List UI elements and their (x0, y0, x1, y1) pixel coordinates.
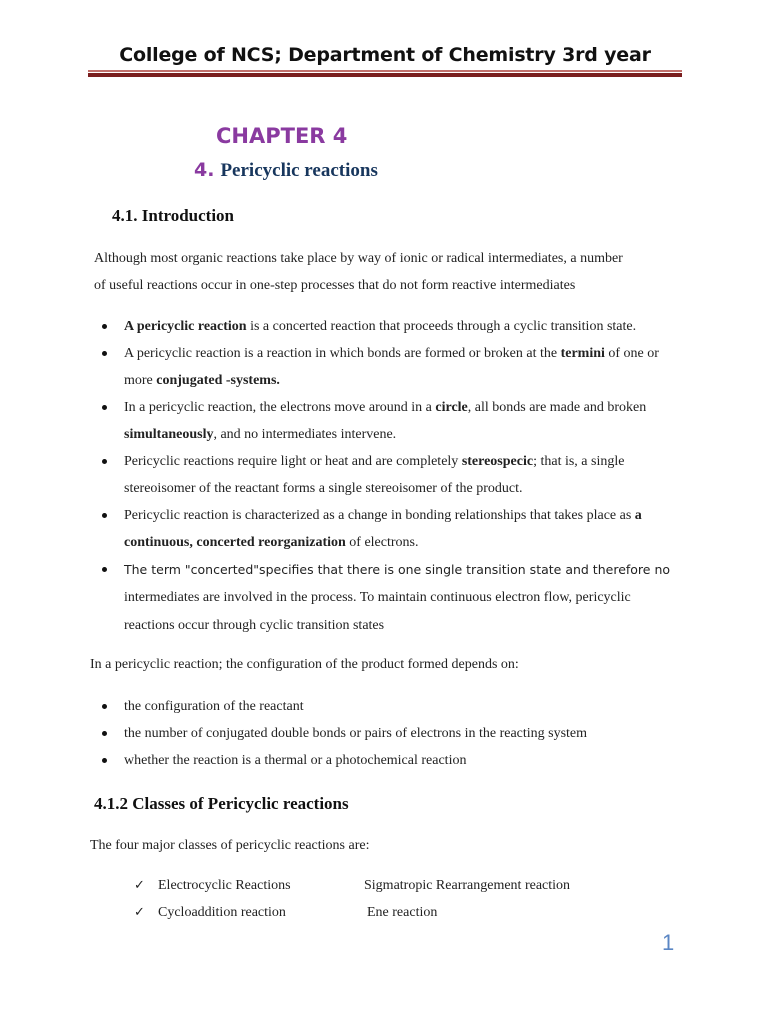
class-name: Electrocyclic Reactions (158, 878, 291, 893)
intro-heading: 4.1. Introduction (112, 206, 235, 225)
check-icon: ✓ (134, 905, 145, 920)
list-item: the configuration of the reactant (100, 693, 680, 720)
chapter-title (194, 159, 378, 182)
classes-heading: 4.1.2 Classes of Pericyclic reactions (94, 794, 349, 813)
list-item: In a pericyclic reaction, the electrons move around in a circle, all bonds are made and broken simultaneously, and no intermediates intervene. (100, 394, 680, 448)
class-name: Cycloaddition reaction (158, 905, 286, 920)
header-rule-thick (88, 73, 682, 77)
config-bullet-list (100, 693, 680, 774)
header-rule-thin (88, 70, 682, 72)
list-item: Pericyclic reaction is characterized as a change in bonding relationships that takes place as a continuous, concerted reorganization of electrons. (100, 502, 680, 556)
config-intro: In a pericyclic reaction; the configuration of the product formed depends on: (90, 657, 519, 672)
list-item: whether the reaction is a thermal or a photochemical reaction (100, 747, 680, 774)
intro-paragraph-line1: Although most organic reactions take place by way of ionic or radical intermediates, a number (94, 251, 623, 266)
list-item (134, 872, 674, 899)
check-icon: ✓ (134, 878, 145, 893)
class-name: Sigmatropic Rearrangement reaction (364, 878, 571, 893)
classes-checklist (134, 872, 674, 926)
page-number: 1 (662, 930, 675, 955)
list-item (134, 899, 674, 926)
intro-paragraph-line2: of useful reactions occur in one-step processes that do not form reactive intermediates (94, 278, 576, 293)
intro-paragraph (94, 245, 694, 299)
list-item: the number of conjugated double bonds or pairs of electrons in the reacting system (100, 720, 680, 747)
classes-intro: The four major classes of pericyclic reactions are: (90, 838, 370, 853)
definition-bullet-list (100, 313, 680, 639)
list-item: Pericyclic reactions require light or heat and are completely stereospecic; that is, a single stereoisomer of the reactant forms a single stereoisomer of the product. (100, 448, 680, 502)
chapter-label: CHAPTER 4 (216, 124, 348, 148)
list-item: The term "concerted"specifies that there is one single transition state and therefore no intermediates are involved in the process. To maintain continuous electron flow, pericyclic reactions occur through cyclic transition states (100, 556, 680, 639)
chapter-number: 4. (194, 159, 215, 181)
class-name: Ene reaction (367, 905, 438, 920)
list-item: A pericyclic reaction is a reaction in which bonds are formed or broken at the termini of one or more conjugated -systems. (100, 340, 680, 394)
chapter-title-text: Pericyclic reactions (220, 160, 378, 181)
page-header-title: College of NCS; Department of Chemistry 3rd year (119, 44, 651, 66)
list-item: A pericyclic reaction is a concerted reaction that proceeds through a cyclic transition state. (100, 313, 680, 340)
